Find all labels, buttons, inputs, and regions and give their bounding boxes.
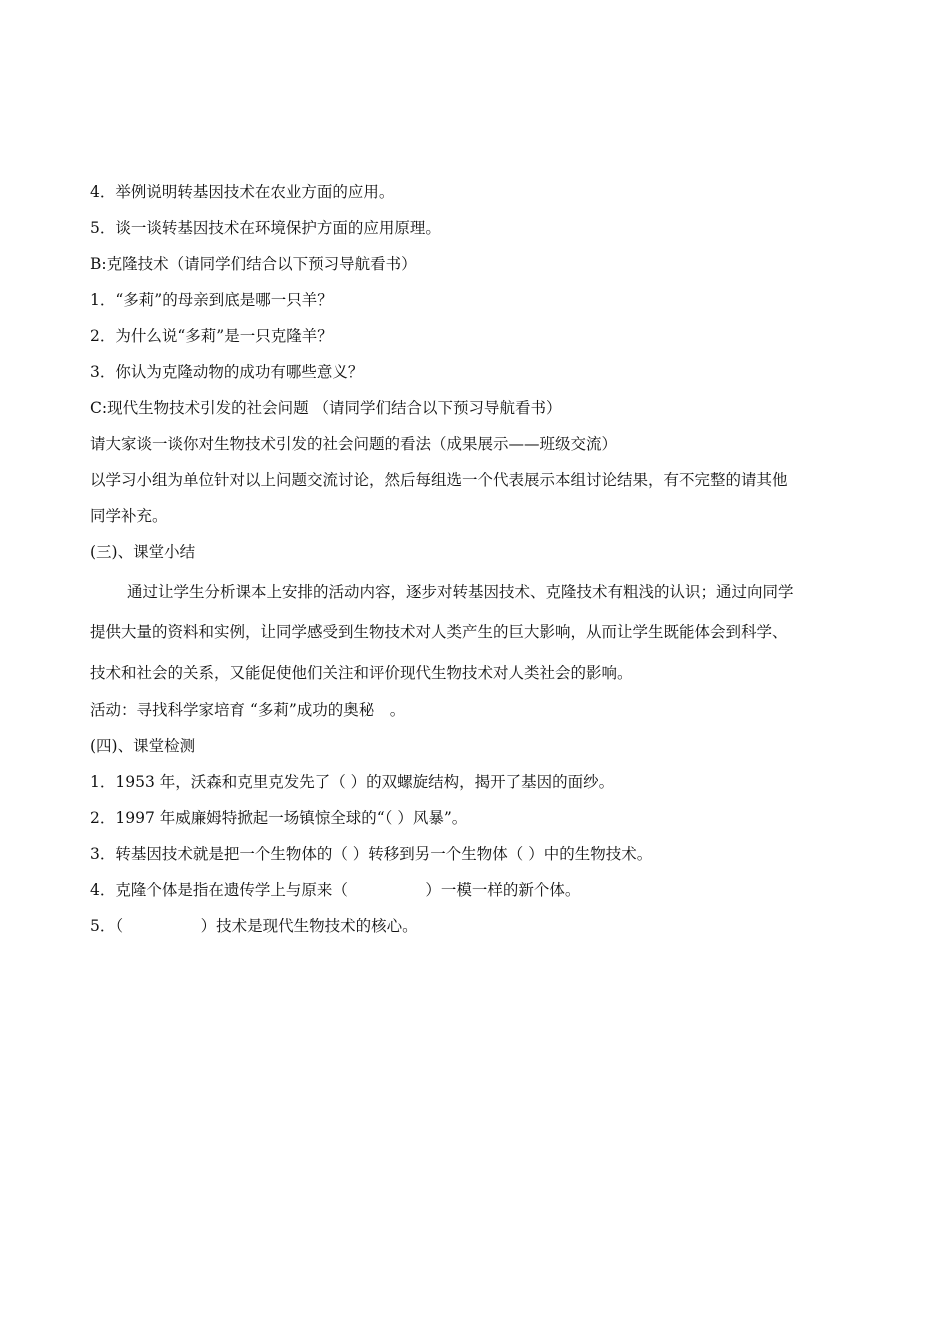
section-heading-cloning: B:克隆技术（请同学们结合以下预习导航看书） <box>90 255 417 273</box>
section-heading-test: (四)、课堂检测 <box>90 737 196 755</box>
question-cloning-significance: 3．你认为克隆动物的成功有哪些意义？ <box>90 363 364 381</box>
question-transgenic-agriculture: 4．举例说明转基因技术在农业方面的应用。 <box>90 183 395 201</box>
activity-line: 活动：寻找科学家培育 “多莉”成功的奥秘 。 <box>90 701 406 719</box>
section-heading-social-issues: C:现代生物技术引发的社会问题 （请同学们结合以下预习导航看书） <box>90 399 562 417</box>
question-dolly-clone: 2．为什么说“多莉”是一只克隆羊？ <box>90 327 333 345</box>
discussion-prompt: 请大家谈一谈你对生物技术引发的社会问题的看法（成果展示——班级交流） <box>90 435 618 453</box>
group-discussion-line-2: 同学补充。 <box>90 507 168 525</box>
summary-paragraph-line-1: 通过让学生分析课本上安排的活动内容，逐步对转基因技术、克隆技术有粗浅的认识；通过向同学 <box>127 583 794 601</box>
test-question-3: 3．转基因技术就是把一个生物体的（ ）转移到另一个生物体（ ）中的生物技术。 <box>90 845 653 863</box>
group-discussion-line-1: 以学习小组为单位针对以上问题交流讨论，然后每组选一个代表展示本组讨论结果，有不完整的请其他 <box>90 471 788 489</box>
section-heading-summary: (三)、课堂小结 <box>90 543 196 561</box>
summary-paragraph-line-2: 提供大量的资料和实例，让同学感受到生物技术对人类产生的巨大影响，从而让学生既能体会到科学、 <box>90 623 788 641</box>
question-transgenic-environment: 5．谈一谈转基因技术在环境保护方面的应用原理。 <box>90 219 441 237</box>
test-question-4: 4．克隆个体是指在遗传学上与原来（ ）一模一样的新个体。 <box>90 881 581 899</box>
test-question-2: 2．1997 年威廉姆特掀起一场镇惊全球的“（ ）风暴”。 <box>90 809 468 827</box>
test-question-5: 5．（ ）技术是现代生物技术的核心。 <box>90 917 418 935</box>
test-question-1: 1．1953 年，沃森和克里克发先了（ ）的双螺旋结构，揭开了基因的面纱。 <box>90 773 615 791</box>
summary-paragraph-line-3: 技术和社会的关系，又能促使他们关注和评价现代生物技术对人类社会的影响。 <box>90 664 633 682</box>
question-dolly-mother: 1．“多莉”的母亲到底是哪一只羊？ <box>90 291 333 309</box>
